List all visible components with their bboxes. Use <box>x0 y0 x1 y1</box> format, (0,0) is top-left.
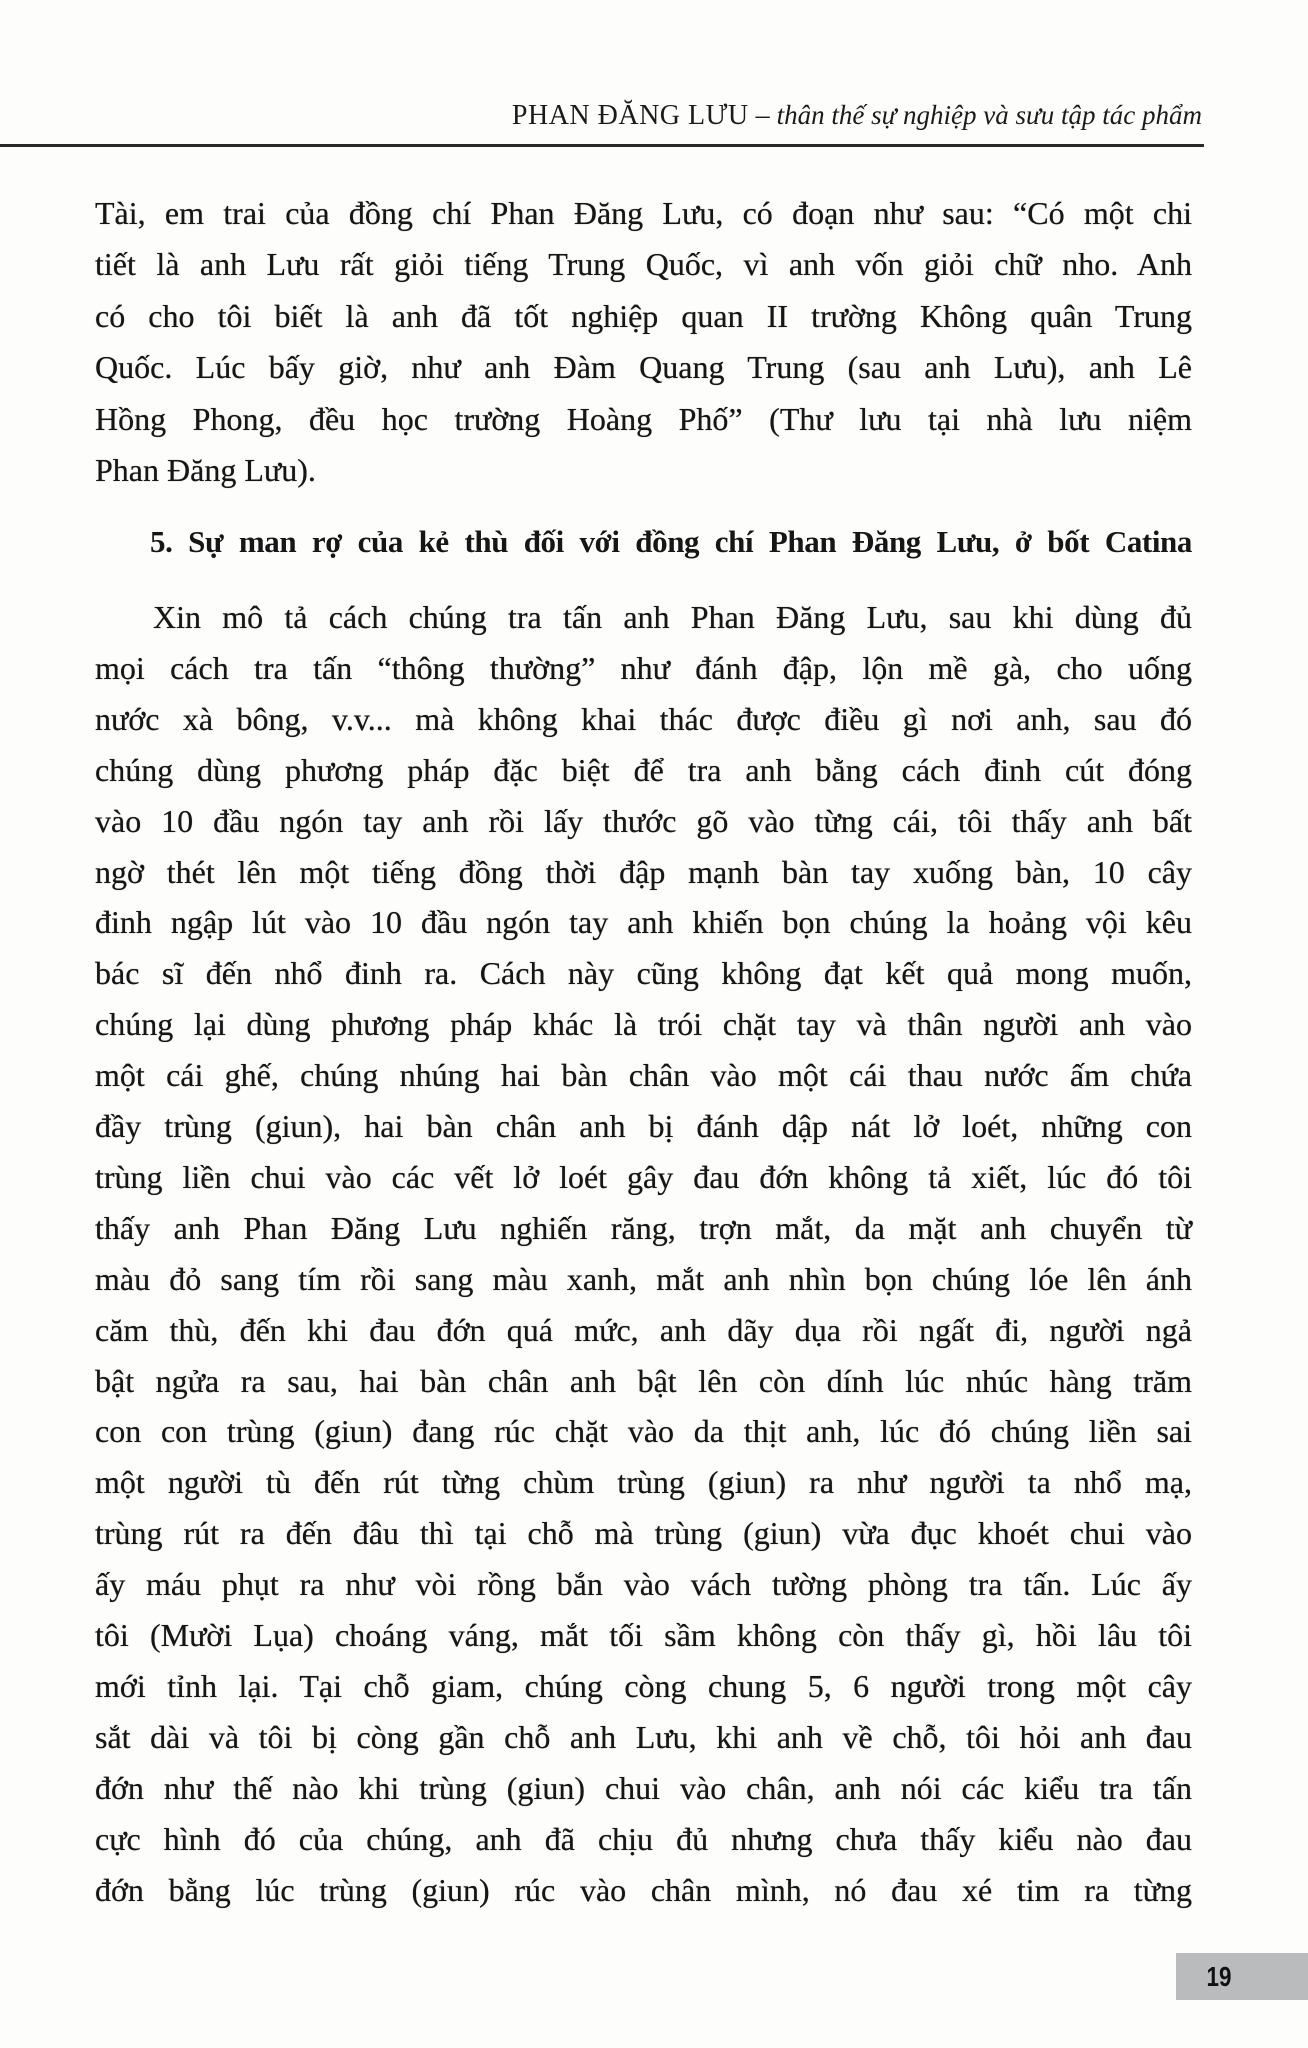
running-head-separator: – <box>748 100 777 131</box>
page-number-box <box>1176 1953 1308 2000</box>
text-line: trùng liền chui vào các vết lở loét gây đau đớn không tả xiết, lúc đó tôi <box>95 1158 1192 1195</box>
text-line: một cái ghế, chúng nhúng hai bàn chân vào một cái thau nước ấm chứa <box>95 1057 1192 1094</box>
text-line: bật ngửa ra sau, hai bàn chân anh bật lên còn dính lúc nhúc hàng trăm <box>95 1362 1192 1399</box>
text-line: có cho tôi biết là anh đã tốt nghiệp quan II trường Không quân Trung <box>95 297 1192 334</box>
text-line: đớn bằng lúc trùng (giun) rúc vào chân mình, nó đau xé tim ra từng <box>95 1871 1192 1908</box>
text-line: ấy máu phụt ra như vòi rồng bắn vào vách tường phòng tra tấn. Lúc ấy <box>95 1566 1192 1603</box>
text-line: sắt dài và tôi bị còng gần chỗ anh Lưu, khi anh về chỗ, tôi hỏi anh đau <box>95 1718 1192 1755</box>
text-line: chúng lại dùng phương pháp khác là trói chặt tay và thân người anh vào <box>95 1006 1192 1043</box>
text-line: cực hình đó của chúng, anh đã chịu đủ nhưng chưa thấy kiểu nào đau <box>95 1820 1192 1857</box>
section-heading: 5. Sự man rợ của kẻ thù đối với đồng chí Phan Đăng Lưu, ở bốt Catina <box>150 524 1192 559</box>
text-line: nước xà bông, v.v... mà không khai thác được điều gì nơi anh, sau đó <box>95 700 1192 737</box>
text-line: Xin mô tả cách chúng tra tấn anh Phan Đăng Lưu, sau khi dùng đủ <box>153 599 1192 635</box>
text-line: vào 10 đầu ngón tay anh rồi lấy thước gõ vào từng cái, tôi thấy anh bất <box>95 802 1192 839</box>
text-line: mọi cách tra tấn “thông thường” như đánh đập, lộn mề gà, cho uống <box>95 649 1192 686</box>
page-number: 19 <box>1206 1961 1232 1992</box>
text-line: trùng rút ra đến đâu thì tại chỗ mà trùng (giun) vừa đục khoét chui vào <box>95 1515 1192 1552</box>
text-line: màu đỏ sang tím rồi sang màu xanh, mắt anh nhìn bọn chúng lóe lên ánh <box>95 1260 1192 1297</box>
text-line: chúng dùng phương pháp đặc biệt để tra anh bằng cách đinh cút đóng <box>95 751 1192 788</box>
text-line: Phan Đăng Lưu). <box>95 452 316 488</box>
text-line: Hồng Phong, đều học trường Hoàng Phố” (Thư lưu tại nhà lưu niệm <box>95 400 1192 437</box>
running-head <box>460 96 1202 135</box>
text-line: đầy trùng (giun), hai bàn chân anh bị đánh dập nát lở loét, những con <box>95 1108 1192 1144</box>
text-line: một người tù đến rút từng chùm trùng (giun) ra như người ta nhổ mạ, <box>95 1464 1192 1501</box>
text-line: ngờ thét lên một tiếng đồng thời đập mạnh bàn tay xuống bàn, 10 cây <box>95 853 1192 890</box>
text-line: tôi (Mười Lụa) choáng váng, mắt tối sầm không còn thấy gì, hồi lâu tôi <box>95 1617 1192 1653</box>
text-line: đinh ngập lút vào 10 đầu ngón tay anh khiến bọn chúng la hoảng vội kêu <box>95 904 1192 941</box>
text-line: đớn như thế nào khi trùng (giun) chui vào chân, anh nói các kiểu tra tấn <box>95 1769 1192 1806</box>
text-line: thấy anh Phan Đăng Lưu nghiến răng, trợn mắt, da mặt anh chuyển từ <box>95 1209 1192 1246</box>
running-head-subtitle: thân thế sự nghiệp và sưu tập tác phẩm <box>776 100 1202 130</box>
text-line: Tài, em trai của đồng chí Phan Đăng Lưu, có đoạn như sau: “Có một chi <box>95 195 1192 231</box>
header-rule <box>0 144 1204 147</box>
running-head-title: PHAN ĐĂNG LƯU <box>511 100 749 131</box>
text-line: căm thù, đến khi đau đớn quá mức, anh dãy dụa rồi ngất đi, người ngả <box>95 1311 1192 1348</box>
text-line: mới tỉnh lại. Tại chỗ giam, chúng còng chung 5, 6 người trong một cây <box>95 1667 1192 1704</box>
text-line: Quốc. Lúc bấy giờ, như anh Đàm Quang Trung (sau anh Lưu), anh Lê <box>95 349 1192 386</box>
text-line: tiết là anh Lưu rất giỏi tiếng Trung Quốc, vì anh vốn giỏi chữ nho. Anh <box>95 246 1192 283</box>
text-line: bác sĩ đến nhổ đinh ra. Cách này cũng không đạt kết quả mong muốn, <box>95 955 1192 992</box>
text-line: con con trùng (giun) đang rúc chặt vào da thịt anh, lúc đó chúng liền sai <box>95 1413 1192 1450</box>
